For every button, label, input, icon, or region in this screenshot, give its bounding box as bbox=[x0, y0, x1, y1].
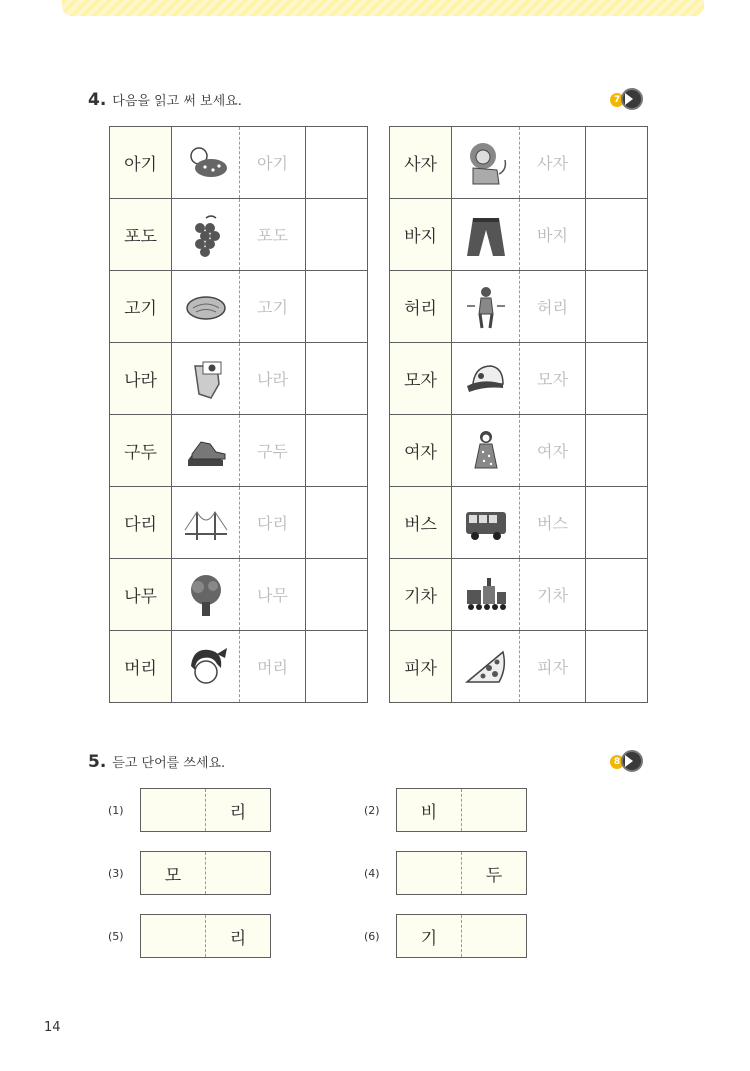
answer-box[interactable] bbox=[396, 851, 527, 895]
word-row bbox=[110, 271, 368, 343]
word-row bbox=[390, 127, 648, 199]
answer-cell[interactable] bbox=[141, 789, 206, 831]
trace-cell[interactable]: 사자 bbox=[520, 127, 586, 199]
shoes-icon bbox=[183, 428, 229, 474]
answer-cell[interactable] bbox=[462, 789, 526, 831]
cap-icon bbox=[463, 356, 509, 402]
word-row bbox=[110, 631, 368, 703]
tree-icon bbox=[183, 572, 229, 618]
blank-writing-cell[interactable] bbox=[586, 631, 648, 703]
korea-flag-icon bbox=[183, 356, 229, 402]
word-cell: 모자 bbox=[390, 343, 452, 415]
answer-cell[interactable]: 두 bbox=[485, 865, 503, 886]
cd-track-icon[interactable] bbox=[610, 88, 646, 112]
word-cell: 포도 bbox=[110, 199, 172, 271]
blank-writing-cell[interactable] bbox=[306, 415, 368, 487]
train-icon bbox=[463, 572, 509, 618]
answer-item bbox=[364, 914, 527, 958]
word-table-left bbox=[109, 126, 368, 703]
word-cell: 나라 bbox=[110, 343, 172, 415]
blank-writing-cell[interactable] bbox=[586, 271, 648, 343]
word-cell: 버스 bbox=[390, 487, 452, 559]
word-row bbox=[110, 487, 368, 559]
word-row bbox=[390, 343, 648, 415]
cd-icon bbox=[621, 88, 643, 110]
blank-writing-cell[interactable] bbox=[306, 631, 368, 703]
answer-cell[interactable] bbox=[462, 915, 526, 957]
track-number: 7 bbox=[610, 93, 624, 107]
word-row bbox=[390, 487, 648, 559]
answer-box[interactable] bbox=[140, 788, 271, 832]
answer-item bbox=[364, 851, 527, 895]
trace-cell[interactable]: 나무 bbox=[240, 559, 306, 631]
blank-writing-cell[interactable] bbox=[586, 343, 648, 415]
trace-cell[interactable]: 고기 bbox=[240, 271, 306, 343]
answer-cell[interactable] bbox=[397, 852, 462, 894]
picture-cell bbox=[172, 343, 240, 415]
section5-instruction: 듣고 단어를 쓰세요. bbox=[112, 756, 226, 771]
word-cell: 기차 bbox=[390, 559, 452, 631]
trace-cell[interactable]: 기차 bbox=[520, 559, 586, 631]
answer-box[interactable] bbox=[140, 851, 271, 895]
blank-writing-cell[interactable] bbox=[586, 487, 648, 559]
answer-label: (5) bbox=[108, 929, 124, 943]
answer-label: (4) bbox=[364, 866, 380, 880]
picture-cell bbox=[172, 415, 240, 487]
answer-cell[interactable] bbox=[141, 915, 206, 957]
meat-icon bbox=[183, 284, 229, 330]
word-row bbox=[390, 415, 648, 487]
baby-icon bbox=[183, 140, 229, 186]
word-row bbox=[110, 559, 368, 631]
section5-number: 5. bbox=[88, 752, 107, 772]
word-cell: 아기 bbox=[110, 127, 172, 199]
picture-cell bbox=[452, 631, 520, 703]
word-cell: 피자 bbox=[390, 631, 452, 703]
answer-item bbox=[108, 851, 271, 895]
word-row bbox=[390, 631, 648, 703]
word-cell: 나무 bbox=[110, 559, 172, 631]
picture-cell bbox=[452, 487, 520, 559]
word-table-right bbox=[389, 126, 648, 703]
trace-cell[interactable]: 피자 bbox=[520, 631, 586, 703]
word-cell: 구두 bbox=[110, 415, 172, 487]
blank-writing-cell[interactable] bbox=[306, 559, 368, 631]
bridge-icon bbox=[183, 500, 229, 546]
trace-cell[interactable]: 포도 bbox=[240, 199, 306, 271]
waist-icon bbox=[463, 284, 509, 330]
answer-cell[interactable]: 리 bbox=[229, 928, 247, 949]
head-hair-icon bbox=[183, 644, 229, 690]
picture-cell bbox=[172, 271, 240, 343]
word-row bbox=[110, 415, 368, 487]
word-cell: 머리 bbox=[110, 631, 172, 703]
blank-writing-cell[interactable] bbox=[586, 127, 648, 199]
blank-writing-cell[interactable] bbox=[306, 271, 368, 343]
answer-cell[interactable]: 모 bbox=[141, 852, 206, 894]
word-cell: 바지 bbox=[390, 199, 452, 271]
trace-cell[interactable]: 아기 bbox=[240, 127, 306, 199]
blank-writing-cell[interactable] bbox=[306, 199, 368, 271]
trace-cell[interactable]: 버스 bbox=[520, 487, 586, 559]
trace-cell[interactable]: 여자 bbox=[520, 415, 586, 487]
answer-box[interactable] bbox=[140, 914, 271, 958]
word-row bbox=[110, 127, 368, 199]
blank-writing-cell[interactable] bbox=[586, 559, 648, 631]
page-number: 14 bbox=[44, 1020, 61, 1035]
section4-title bbox=[88, 90, 242, 110]
word-cell: 여자 bbox=[390, 415, 452, 487]
grapes-icon bbox=[183, 212, 229, 258]
word-row bbox=[390, 271, 648, 343]
word-cell: 사자 bbox=[390, 127, 452, 199]
cd-icon bbox=[621, 750, 643, 772]
cd-track-icon[interactable] bbox=[610, 750, 646, 774]
answer-label: (1) bbox=[108, 803, 124, 817]
picture-cell bbox=[452, 127, 520, 199]
blank-writing-cell[interactable] bbox=[306, 343, 368, 415]
picture-cell bbox=[452, 343, 520, 415]
answer-item bbox=[364, 788, 527, 832]
word-cell: 허리 bbox=[390, 271, 452, 343]
word-row bbox=[110, 199, 368, 271]
word-cell: 다리 bbox=[110, 487, 172, 559]
section4-number: 4. bbox=[88, 90, 107, 110]
answer-box[interactable] bbox=[396, 914, 527, 958]
pants-icon bbox=[463, 212, 509, 258]
lion-icon bbox=[463, 140, 509, 186]
word-cell: 고기 bbox=[110, 271, 172, 343]
blank-writing-cell[interactable] bbox=[586, 415, 648, 487]
picture-cell bbox=[172, 199, 240, 271]
picture-cell bbox=[172, 487, 240, 559]
answer-label: (6) bbox=[364, 929, 380, 943]
answer-label: (2) bbox=[364, 803, 380, 817]
answer-item bbox=[108, 914, 271, 958]
answer-label: (3) bbox=[108, 866, 124, 880]
blank-writing-cell[interactable] bbox=[306, 127, 368, 199]
answer-cell[interactable] bbox=[206, 852, 270, 894]
trace-cell[interactable]: 모자 bbox=[520, 343, 586, 415]
answer-cell[interactable]: 비 bbox=[397, 789, 462, 831]
answer-item bbox=[108, 788, 271, 832]
picture-cell bbox=[452, 271, 520, 343]
trace-cell[interactable]: 나라 bbox=[240, 343, 306, 415]
trace-cell[interactable]: 허리 bbox=[520, 271, 586, 343]
bus-icon bbox=[463, 500, 509, 546]
trace-cell[interactable]: 머리 bbox=[240, 631, 306, 703]
blank-writing-cell[interactable] bbox=[586, 199, 648, 271]
answer-cell[interactable]: 리 bbox=[229, 802, 247, 823]
picture-cell bbox=[172, 559, 240, 631]
pizza-icon bbox=[463, 644, 509, 690]
blank-writing-cell[interactable] bbox=[306, 487, 368, 559]
trace-cell[interactable]: 구두 bbox=[240, 415, 306, 487]
picture-cell bbox=[452, 415, 520, 487]
woman-icon bbox=[463, 428, 509, 474]
word-row bbox=[390, 199, 648, 271]
trace-cell[interactable]: 다리 bbox=[240, 487, 306, 559]
track-number: 8 bbox=[610, 755, 624, 769]
picture-cell bbox=[172, 631, 240, 703]
section5-title bbox=[88, 752, 225, 772]
answer-box[interactable] bbox=[396, 788, 527, 832]
section4-instruction: 다음을 읽고 써 보세요. bbox=[112, 94, 242, 109]
word-row bbox=[390, 559, 648, 631]
picture-cell bbox=[452, 559, 520, 631]
picture-cell bbox=[452, 199, 520, 271]
word-row bbox=[110, 343, 368, 415]
answer-cell[interactable]: 기 bbox=[397, 915, 462, 957]
trace-cell[interactable]: 바지 bbox=[520, 199, 586, 271]
top-banner bbox=[62, 0, 704, 16]
picture-cell bbox=[172, 127, 240, 199]
